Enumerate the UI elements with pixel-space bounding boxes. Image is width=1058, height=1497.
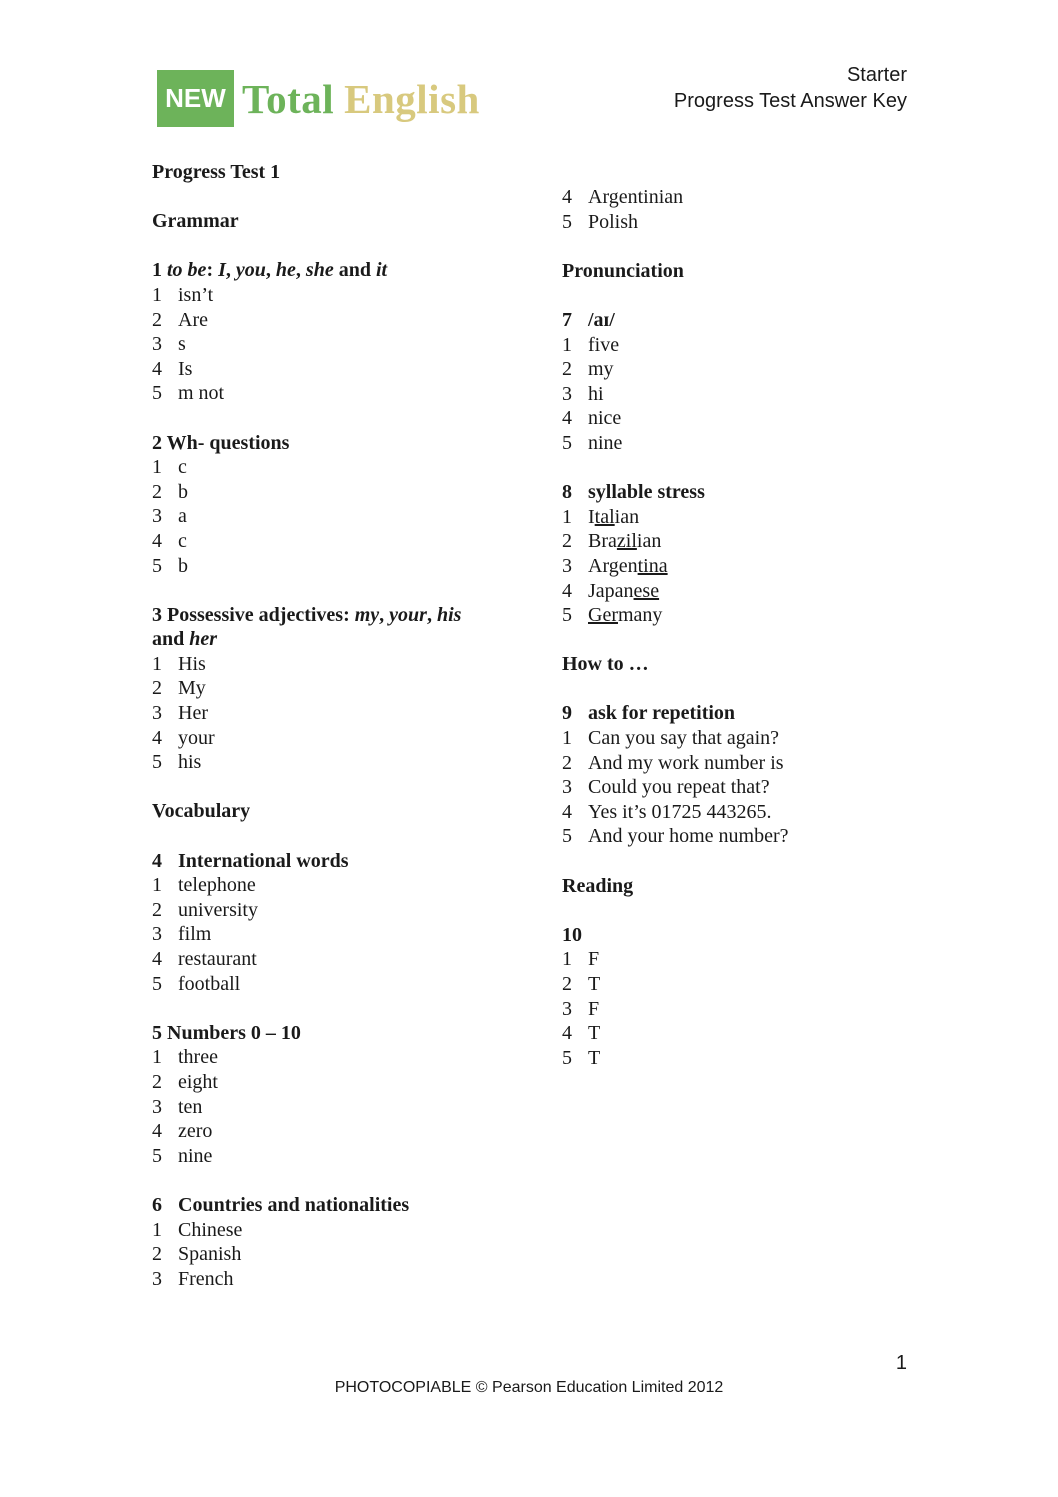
section-7-title: 7 /aɪ/: [562, 308, 615, 331]
header-info: [674, 62, 907, 114]
list-item: 2 Brazilian: [562, 530, 662, 553]
list-item: 1 Italian: [562, 505, 640, 528]
list-item: 1 F: [562, 948, 600, 971]
section-4-title: 4 International words: [152, 849, 349, 872]
section-8-title: 8 syllable stress: [562, 481, 705, 504]
list-item: 5 his: [152, 751, 202, 774]
right-column: [562, 185, 942, 1070]
document-title: Progress Test Answer Key: [673, 90, 907, 112]
section-5-title: 5 Numbers 0 – 10: [152, 1021, 301, 1044]
list-item: 4 c: [152, 529, 187, 552]
section-9-title: 9 ask for repetition: [562, 702, 736, 725]
list-item: 3 F: [562, 997, 600, 1020]
list-item: 1 five: [562, 333, 620, 356]
list-item: 2 T: [562, 973, 601, 995]
logo-total-text: Total: [242, 75, 335, 122]
list-item: 5 b: [152, 554, 188, 577]
list-item: 4 Yes it’s 01725 443265.: [562, 800, 772, 823]
list-item: 1 isn’t: [152, 283, 214, 306]
list-item: 3 a: [152, 505, 187, 528]
list-item: 5 football: [152, 972, 241, 995]
list-item: 3 Argentina: [562, 554, 668, 577]
list-item: 5 nine: [562, 431, 623, 454]
section-6-title: 6 Countries and nationalities: [152, 1193, 410, 1216]
list-item: 2 Are: [152, 308, 208, 331]
list-item: 3 hi: [562, 382, 604, 405]
how-to-heading: How to …: [562, 653, 649, 676]
vocabulary-heading: Vocabulary: [152, 800, 251, 823]
list-item: 3 French: [152, 1267, 234, 1290]
list-item: 3 s: [152, 333, 186, 356]
section-10-title: 10: [562, 923, 582, 946]
list-item: 2 My: [152, 677, 206, 700]
list-item: 4 zero: [152, 1120, 213, 1143]
list-item: 3 Could you repeat that?: [562, 776, 770, 799]
list-item: 4 your: [152, 726, 215, 749]
list-item: 1 His: [152, 652, 206, 675]
list-item: 5 Polish: [562, 210, 639, 233]
list-item: 4 restaurant: [152, 948, 257, 970]
list-item: 2 university: [152, 898, 258, 921]
left-column: [152, 160, 532, 1291]
list-item: 5 m not: [152, 382, 225, 405]
list-item: 2 And my work number is: [562, 751, 784, 774]
section-3-title: 3 Possessive adjectives: my, your, his and her: [152, 603, 462, 651]
section-1-title: 1 to be: I, you, he, she and it: [152, 259, 388, 282]
list-item: 1 Chinese: [152, 1218, 243, 1241]
list-item: 5 And your home number?: [562, 825, 789, 848]
grammar-heading: Grammar: [152, 210, 239, 233]
list-item: 1 Can you say that again?: [562, 727, 780, 750]
list-item: 3 ten: [152, 1095, 203, 1118]
page-number: 1: [895, 1352, 907, 1374]
list-item: 2 Spanish: [152, 1243, 242, 1266]
list-item: 4 nice: [562, 407, 622, 430]
pronunciation-heading: Pronunciation: [562, 259, 684, 282]
list-item: 1 telephone: [152, 874, 256, 897]
list-item: 5 Germany: [562, 604, 663, 627]
test-title: Progress Test 1: [152, 161, 281, 183]
logo-english-text: English: [344, 75, 480, 122]
list-item: 1 three: [152, 1046, 218, 1069]
logo-new-badge: NEW: [157, 70, 234, 127]
level-label: Starter: [846, 64, 907, 86]
reading-heading: Reading: [562, 874, 634, 897]
list-item: 2 b: [152, 480, 188, 503]
copyright-footer: PHOTOCOPIABLE © Pearson Education Limited 2012: [334, 1379, 724, 1396]
list-item: 4 Argentinian: [562, 186, 684, 208]
list-item: 1 c: [152, 456, 187, 479]
list-item: 4 Japanese: [562, 579, 660, 602]
list-item: 2 my: [562, 358, 614, 381]
list-item: 3 Her: [152, 702, 208, 725]
list-item: 4 T: [562, 1022, 601, 1045]
list-item: 3 film: [152, 923, 212, 946]
brand-logo: [157, 70, 480, 127]
list-item: 4 Is: [152, 357, 193, 380]
list-item: 5 nine: [152, 1144, 213, 1167]
list-item: 5 T: [562, 1046, 601, 1069]
list-item: 2 eight: [152, 1070, 218, 1093]
section-2-title: 2 Wh- questions: [152, 431, 290, 454]
